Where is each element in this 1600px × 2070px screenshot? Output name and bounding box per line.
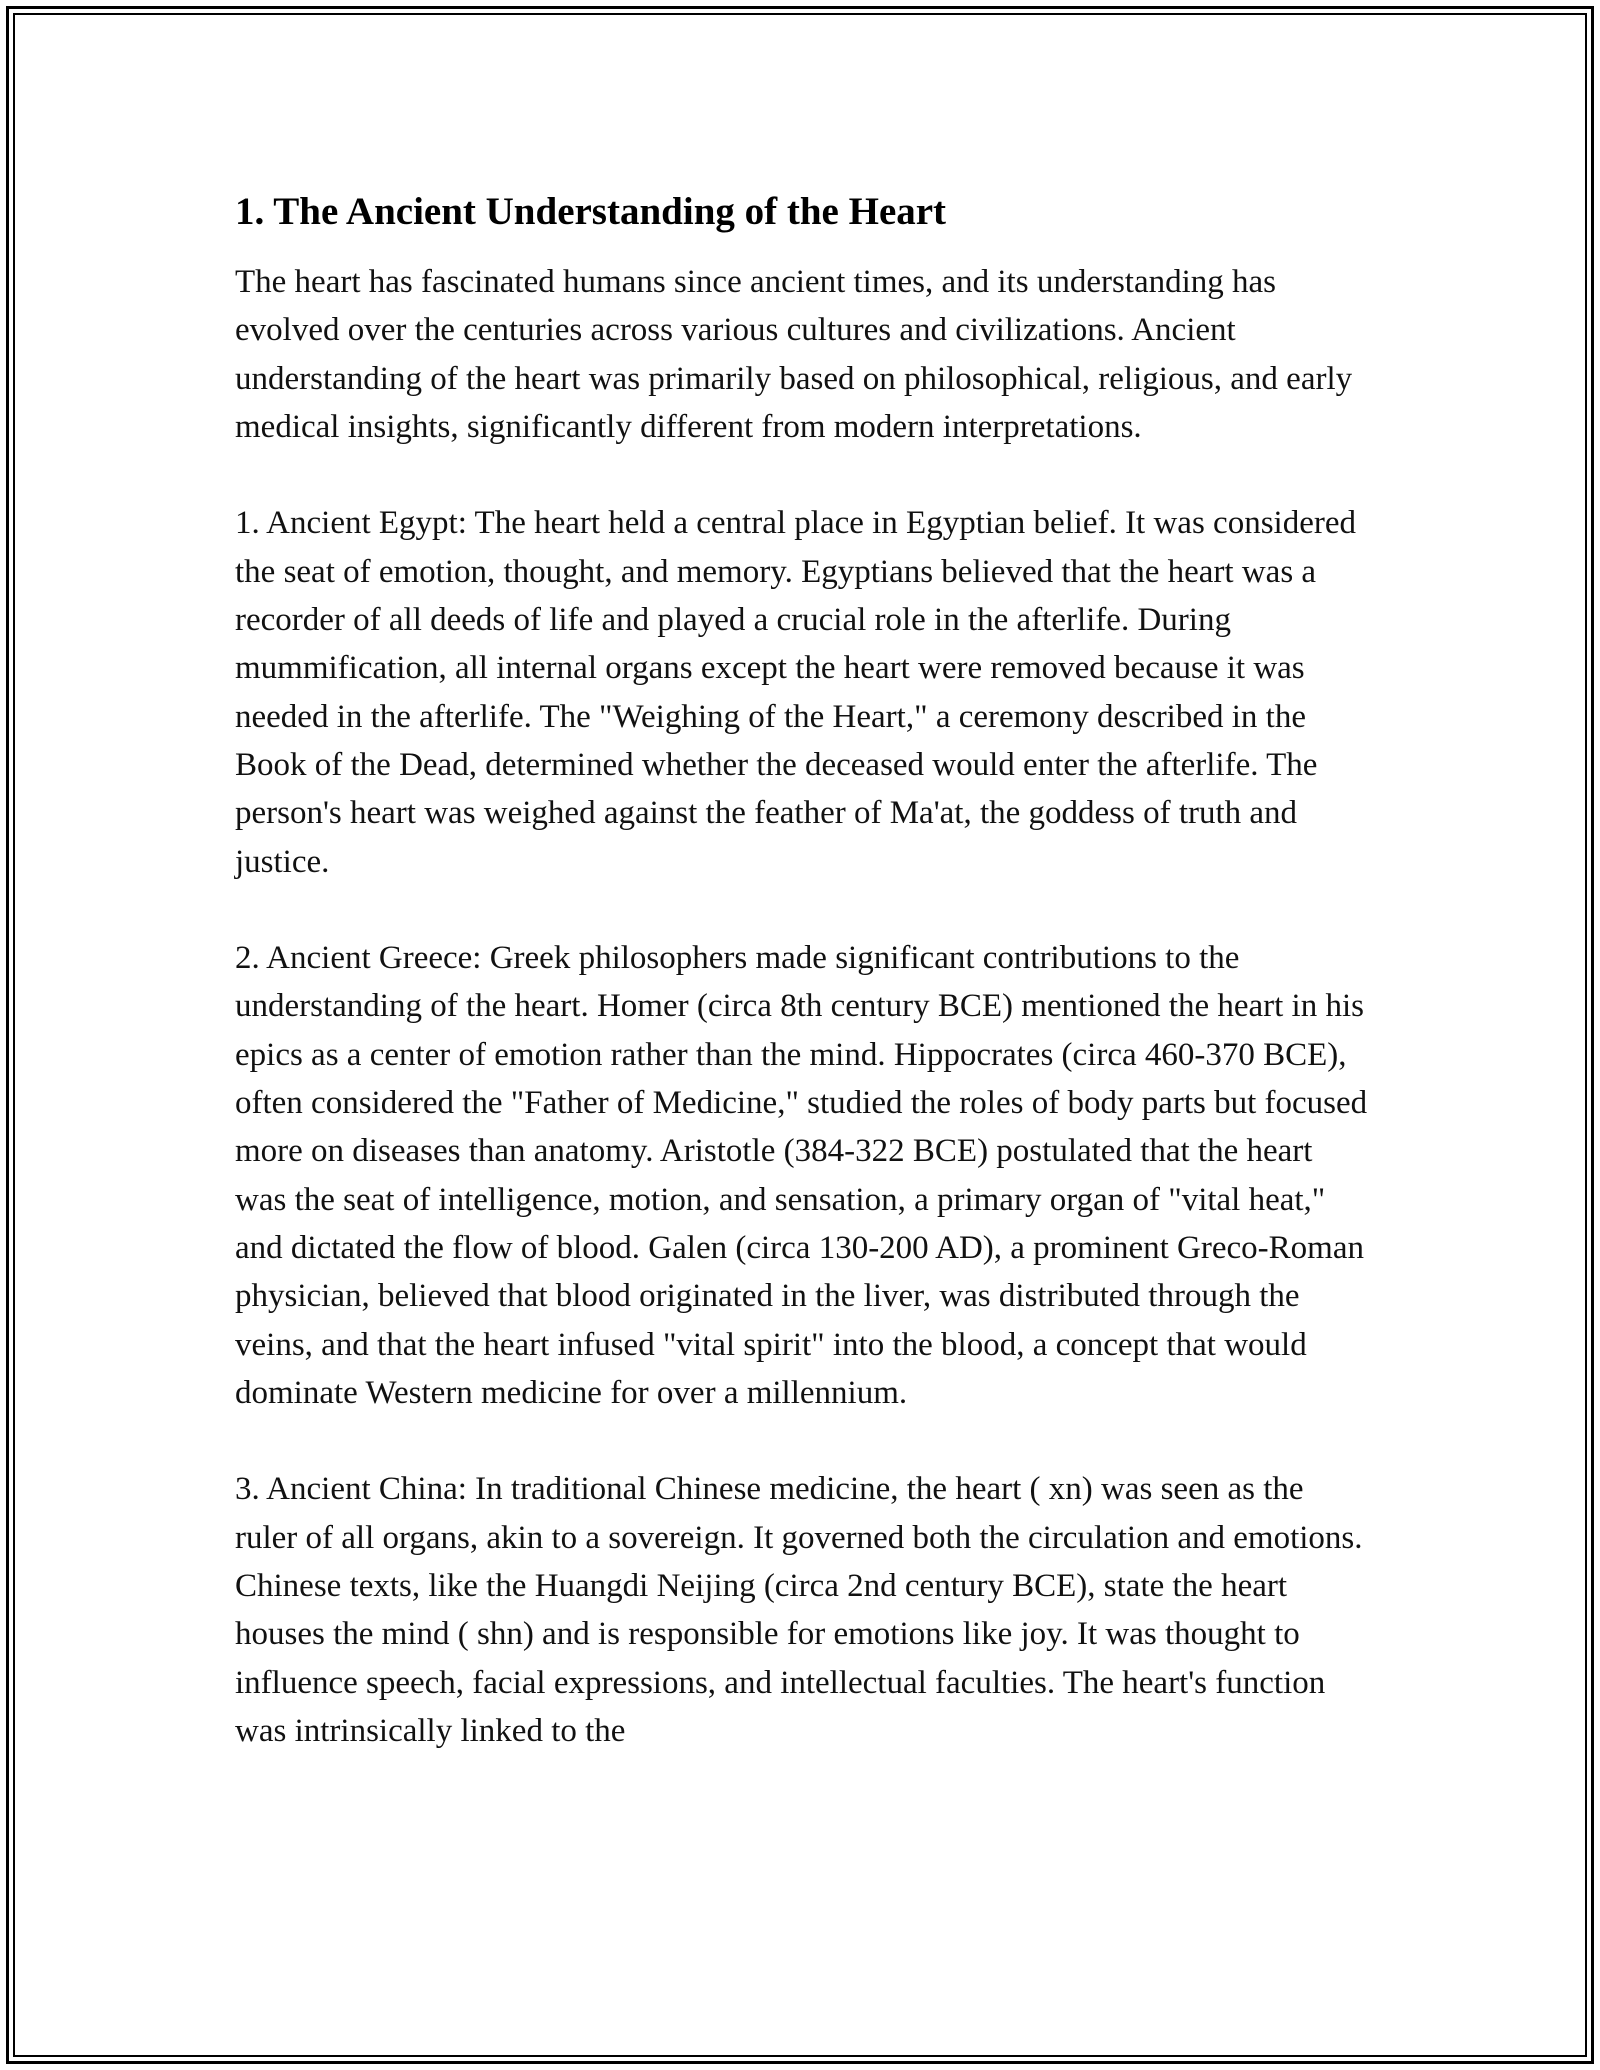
paragraph-ancient-egypt: 1. Ancient Egypt: The heart held a central place in Egyptian belief. It was considered the seat of emotion, thought, and memory. Egyptians believed that the heart was a recorder of all deeds of life and played a crucial role in the afterlife. During mummification, all internal organs except the heart were removed because it was needed in the afterlife. The "Weighing of the Heart," a ceremony described in the Book of the Dead, determined whether the deceased would enter the afterlife. The person's heart was weighed against the feather of Ma'at, the goddess of truth and justice. — [235, 505, 1356, 880]
paragraph-ancient-china: 3. Ancient China: In traditional Chinese medicine, the heart ( xn) was seen as the ruler of all organs, akin to a sovereign. It governed both the circulation and emotions. Chinese texts, like the Huangdi Neijing (circa 2nd century BCE), state the heart houses the mind ( shn) and is responsible for emotions like joy. It was thought to influence speech, facial expressions, and intellectual faculties. The heart's function was intrinsically linked to the — [235, 1471, 1363, 1749]
section-heading: 1. The Ancient Understanding of the Heart — [235, 190, 947, 233]
paragraph-ancient-greece: 2. Ancient Greece: Greek philosophers made significant contributions to the understanding of the heart. Homer (circa 8th century BCE) mentioned the heart in his epics as a center of emotion rather than the mind. Hippocrates (circa 460-370 BCE), often considered the "Father of Medicine," studied the roles of body parts but focused more on diseases than anatomy. Aristotle (384-322 BCE) postulated that the heart was the seat of intelligence, motion, and sensation, a primary organ of "vital heat," and dictated the flow of blood. Galen (circa 130-200 AD), a prominent Greco-Roman physician, believed that blood originated in the liver, was distributed through the veins, and that the heart infused "vital spirit" into the blood, a concept that would dominate Western medicine for over a millennium. — [235, 940, 1368, 1411]
document-body — [235, 186, 1370, 1804]
paragraph-intro: The heart has fascinated humans since ancient times, and its understanding has evolved over the centuries across various cultures and civilizations. Ancient understanding of the heart was primarily based on philosophical, religious, and early medical insights, significantly different from modern interpretations. — [235, 264, 1353, 445]
